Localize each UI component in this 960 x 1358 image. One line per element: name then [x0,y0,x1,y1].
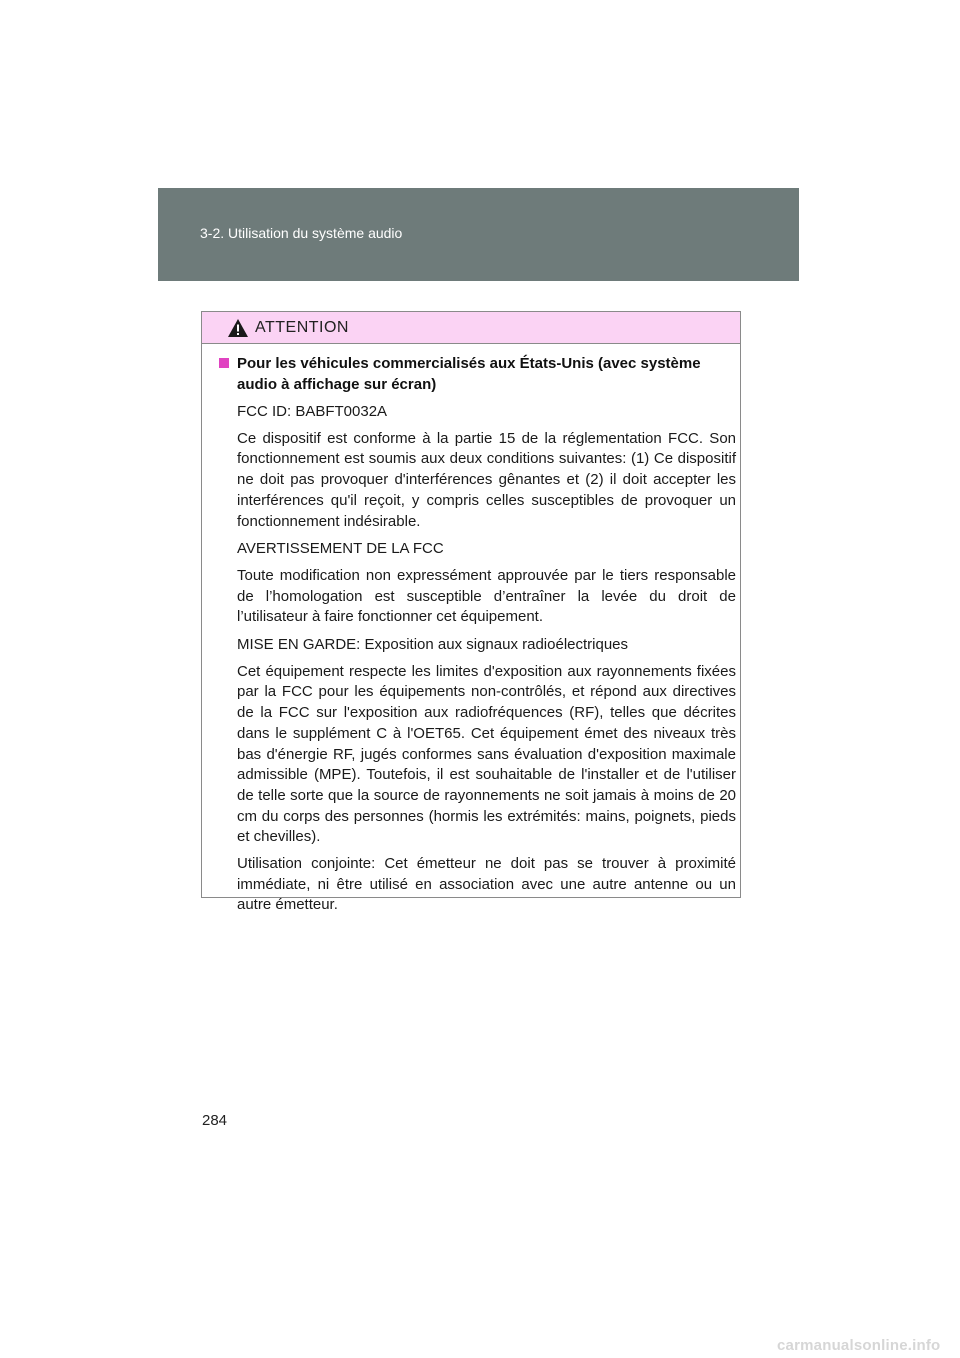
radio-exposure-heading: MISE EN GARDE: Exposition aux signaux radioélectriques [237,636,629,654]
section-header-band [158,188,799,281]
co-location-paragraph: Utilisation conjointe: Cet émetteur ne doit pas se trouver à proximité immédiate, ni être utilisé en association avec une autre antenne ou un autre émetteur. [237,855,736,914]
exposure-paragraph: Cet équipement respecte les limites d'exposition aux rayonnements fixées par la FCC pour les équipements non-contrôlés, et répond aux directives de la FCC sur l'exposition aux radiofréquences (RF), telles que décrites dans le supplément C à l'OET65. Cet équipement émet des niveaux très bas d'énergie RF, jugés conformes sans évaluation d'exposition maximale admissible (MPE). Toutefois, il est souhaitable de l'installer et de l'utiliser de telle sorte que la source de rayonnements ne soit jamais à moins de 20 cm du corps des personnes (hormis les extrémités: mains, poignets, pieds et chevilles). [237,662,736,846]
page-number: 284 [202,1112,228,1129]
compliance-paragraph: Ce dispositif est conforme à la partie 15 de la réglementation FCC. Son fonctionnement est soumis aux deux conditions suivantes: (1) Ce dispositif ne doit pas provoquer d'interférences gênantes et (2) il doit accepter les interférences qu'il reçoit, y compris celles susceptibles de provoquer un fonctionnement indésirable. [237,429,736,530]
item-heading-text: Pour les véhicules commercialisés aux États-Unis (avec système audio à affichage sur écran) [237,355,701,393]
caution-box [201,311,741,914]
fcc-warning-heading: AVERTISSEMENT DE LA FCC [237,540,444,558]
caution-header [202,312,740,344]
square-bullet-icon [219,358,229,368]
fcc-id: FCC ID: BABFT0032A [237,403,388,420]
section-title: 3-2. Utilisation du système audio [200,225,403,241]
item-heading [219,353,736,395]
caution-title: ATTENTION [255,319,349,336]
watermark: carmanualsonline.info [777,1337,941,1354]
modification-paragraph: Toute modification non expressément approuvée par le tiers responsable de l’homologation est susceptible d’entraîner la levée du droit de l’utilisateur à faire fonctionner cet équipement. [237,566,736,626]
warning-triangle-icon [227,318,249,338]
caution-content [219,353,736,916]
